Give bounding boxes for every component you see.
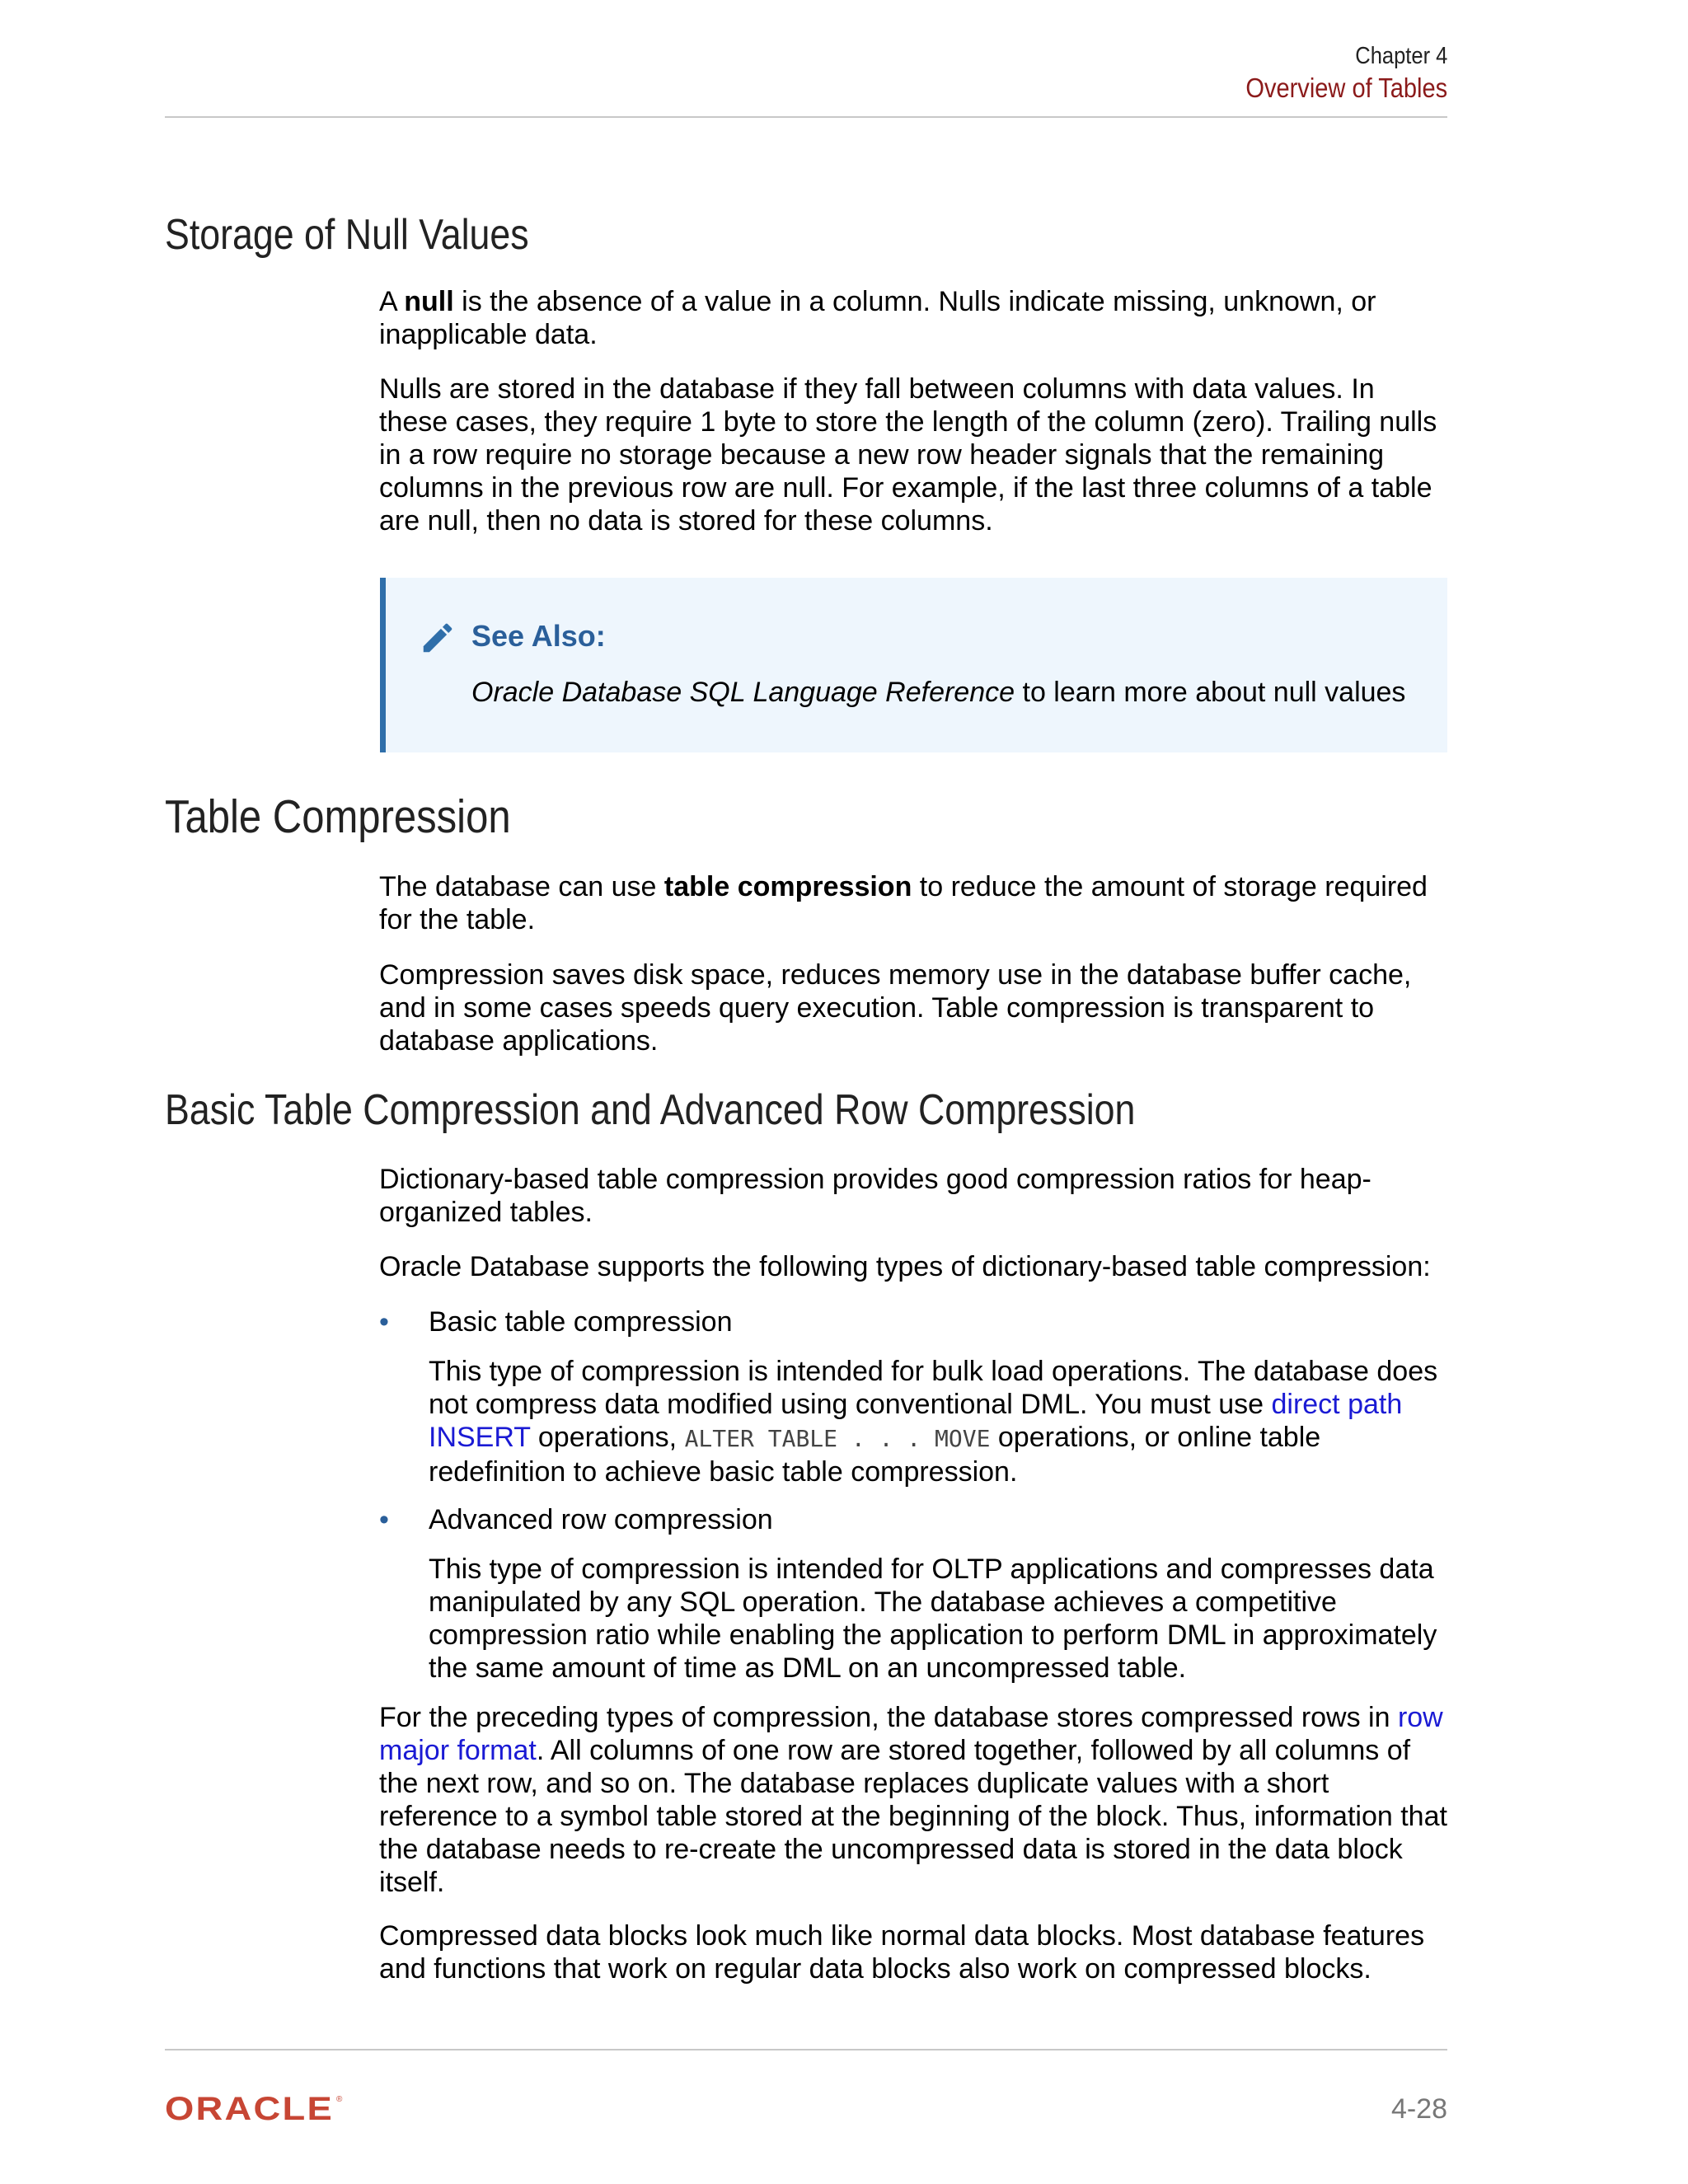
term-null: null bbox=[404, 286, 454, 317]
see-also-note bbox=[380, 578, 1447, 752]
list-item-label: Advanced row compression bbox=[429, 1504, 773, 1535]
table-compression-paragraph-1: The database can use table compression to reduce the amount of storage required for the table. bbox=[379, 871, 1428, 935]
table-compression-paragraph-2: Compression saves disk space, reduces memory use in the database buffer cache, and in some cases speeds query execution. Table compression is transparent to database applications. bbox=[379, 959, 1412, 1057]
svg-text:ORACLE: ORACLE bbox=[165, 2092, 334, 2125]
heading-storage-of-null-values: Storage of Null Values bbox=[165, 211, 529, 259]
null-values-paragraph-2: Nulls are stored in the database if they fall between columns with data values. In these cases, they require 1 byte to store the length of the column (zero). Trailing nulls in a row require no storage because a new row header signals that the remaining columns in the previous row are null. For example, if the last three columns of a table are null, then no data is stored for these columns. bbox=[379, 373, 1437, 537]
basic-advanced-paragraph-1: Dictionary-based table compression provides good compression ratios for heap-organized tables. bbox=[379, 1164, 1372, 1228]
basic-advanced-paragraph-3: For the preceding types of compression, the database stores compressed rows in row major format. All columns of one row are stored together, followed by all columns of the next row, and so on. The database replaces duplicate values with a short reference to a symbol table stored at the beginning of the block. Thus, information that the database needs to re-create the uncompressed data is stored in the data block itself. bbox=[379, 1702, 1447, 1898]
footer-rule bbox=[165, 2049, 1447, 2050]
header-rule bbox=[165, 116, 1447, 118]
term-table-compression: table compression bbox=[663, 871, 912, 902]
advanced-row-compression-description: This type of compression is intended for OLTP applications and compresses data manipulated by any SQL operation. The database achieves a competitive compression ratio while enabling the application to perform DML in approximately the same amount of time as DML on an uncompressed table. bbox=[429, 1554, 1437, 1684]
basic-advanced-paragraph-2: Oracle Database supports the following types of dictionary-based table compression: bbox=[379, 1251, 1431, 1282]
oracle-logo bbox=[165, 2092, 346, 2125]
svg-text:®: ® bbox=[336, 2095, 343, 2104]
list-item-label: Basic table compression bbox=[429, 1306, 733, 1338]
heading-table-compression: Table Compression bbox=[165, 790, 511, 843]
reference-title: Oracle Database SQL Language Reference bbox=[471, 677, 1015, 708]
running-header-chapter: Chapter 4 bbox=[1354, 43, 1447, 69]
see-also-reference: Oracle Database SQL Language Reference to learn more about null values bbox=[471, 677, 1406, 708]
code-alter-table-move: ALTER TABLE . . . MOVE bbox=[684, 1425, 991, 1452]
page-number: 4-28 bbox=[1390, 2093, 1447, 2125]
null-values-paragraph-1: A null is the absence of a value in a column. Nulls indicate missing, unknown, or inapplicable data. bbox=[379, 286, 1376, 350]
link-row-major-format[interactable]: row major format bbox=[379, 1702, 1443, 1766]
bullet-icon: • bbox=[379, 1306, 389, 1338]
bullet-icon: • bbox=[379, 1504, 389, 1535]
link-direct-path-insert[interactable]: direct path INSERT bbox=[429, 1389, 1403, 1453]
pencil-icon bbox=[419, 619, 457, 657]
see-also-heading: See Also: bbox=[471, 619, 606, 653]
running-header-section: Overview of Tables bbox=[1245, 73, 1447, 103]
heading-basic-and-advanced-compression: Basic Table Compression and Advanced Row Compression bbox=[165, 1086, 1136, 1134]
basic-advanced-paragraph-4: Compressed data blocks look much like normal data blocks. Most database features and functions that work on regular data blocks also work on compressed blocks. bbox=[379, 1920, 1425, 1985]
basic-compression-description: This type of compression is intended for bulk load operations. The database does not compress data modified using conventional DML. You must use direct path INSERT operations, ALTER TABLE . . . MOVE operations, or online table redefinition to achieve basic table compression. bbox=[429, 1356, 1438, 1488]
